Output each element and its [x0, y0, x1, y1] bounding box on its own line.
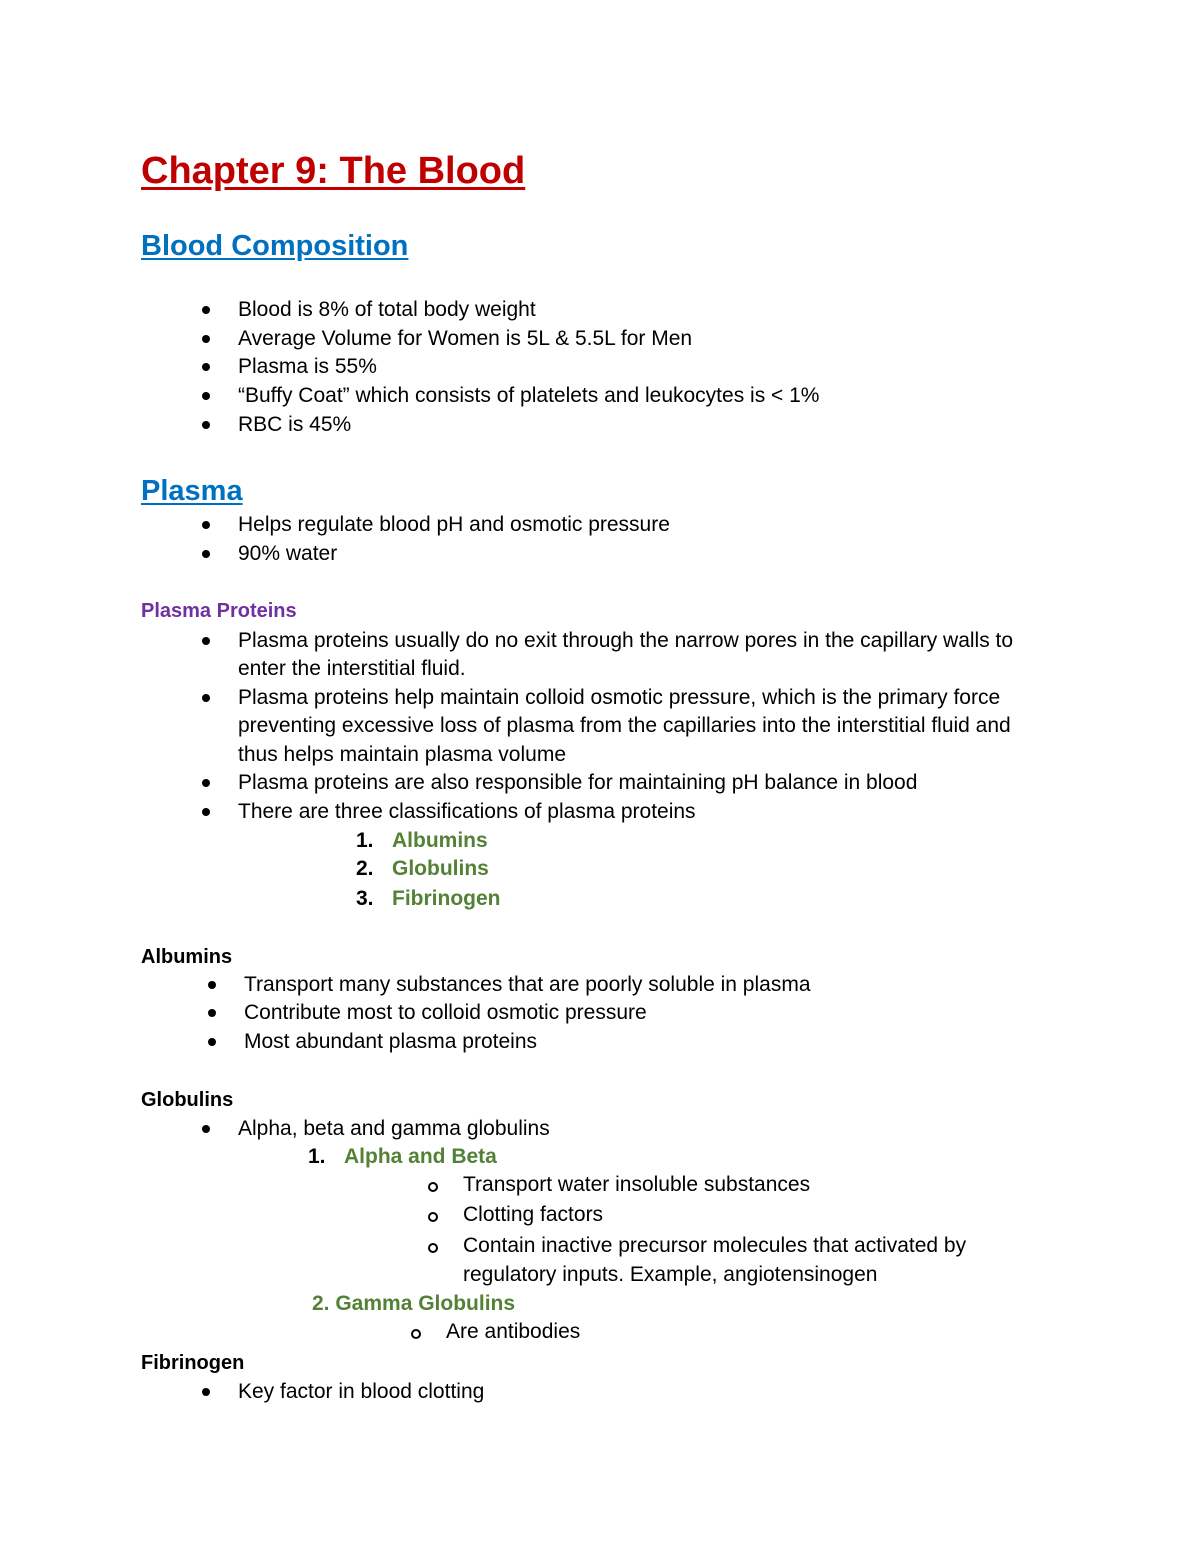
bullet-icon	[208, 1038, 216, 1046]
list-number: 1.	[356, 829, 374, 852]
bullet-icon	[202, 1125, 210, 1133]
list-item: 90% water	[238, 542, 338, 565]
list-item: There are three classifications of plasma proteins	[238, 800, 696, 823]
section-heading-plasma: Plasma	[141, 475, 243, 507]
list-item: Average Volume for Women is 5L & 5.5L for Men	[238, 327, 693, 350]
page-title: Chapter 9: The Blood	[141, 150, 526, 192]
bullet-icon	[202, 392, 210, 400]
hollow-bullet-icon	[428, 1243, 438, 1253]
list-item: Alpha, beta and gamma globulins	[238, 1117, 550, 1140]
list-item: Plasma proteins help maintain colloid osmotic pressure, which is the primary force	[238, 686, 1001, 709]
bullet-icon	[208, 981, 216, 989]
list-item: Blood is 8% of total body weight	[238, 298, 536, 321]
section-heading-plasma-proteins: Plasma Proteins	[141, 600, 297, 622]
protein-class-albumins: Albumins	[392, 829, 488, 852]
section-heading-albumins: Albumins	[141, 946, 233, 968]
list-item: Key factor in blood clotting	[238, 1380, 485, 1403]
hollow-bullet-icon	[428, 1182, 438, 1192]
protein-class-globulins: Globulins	[392, 857, 489, 880]
protein-class-fibrinogen: Fibrinogen	[392, 887, 501, 910]
list-item: Clotting factors	[463, 1203, 604, 1226]
bullet-icon	[202, 363, 210, 371]
list-item: Transport water insoluble substances	[463, 1173, 811, 1196]
list-number: 3.	[356, 887, 374, 910]
section-heading-globulins: Globulins	[141, 1089, 234, 1111]
bullet-icon	[202, 306, 210, 314]
list-item: Plasma proteins usually do no exit through the narrow pores in the capillary walls to	[238, 629, 1014, 652]
bullet-icon	[202, 421, 210, 429]
list-item-continuation: preventing excessive loss of plasma from the capillaries into the interstitial fluid and	[238, 714, 1011, 737]
list-item: Plasma proteins are also responsible for maintaining pH balance in blood	[238, 771, 918, 794]
bullet-icon	[202, 637, 210, 645]
bullet-icon	[202, 694, 210, 702]
bullet-icon	[202, 1388, 210, 1396]
bullet-icon	[202, 808, 210, 816]
list-item: Most abundant plasma proteins	[244, 1030, 538, 1053]
list-item-continuation: thus helps maintain plasma volume	[238, 743, 567, 766]
list-number: 1.	[308, 1145, 326, 1168]
list-item-continuation: enter the interstitial fluid.	[238, 657, 466, 680]
list-item: Are antibodies	[446, 1320, 581, 1343]
hollow-bullet-icon	[411, 1329, 421, 1339]
list-item: Helps regulate blood pH and osmotic pressure	[238, 513, 670, 536]
globulin-type-gamma: 2. Gamma Globulins	[312, 1292, 516, 1315]
list-item: RBC is 45%	[238, 413, 352, 436]
list-item: Plasma is 55%	[238, 355, 377, 378]
globulin-type-alpha-beta: Alpha and Beta	[344, 1145, 497, 1168]
bullet-icon	[202, 521, 210, 529]
bullet-icon	[208, 1009, 216, 1017]
list-item: Contribute most to colloid osmotic pressure	[244, 1001, 647, 1024]
section-heading-fibrinogen: Fibrinogen	[141, 1352, 245, 1374]
list-item: Contain inactive precursor molecules that activated by	[463, 1234, 967, 1257]
list-item: “Buffy Coat” which consists of platelets and leukocytes is < 1%	[238, 384, 820, 407]
list-item: Transport many substances that are poorly soluble in plasma	[244, 973, 811, 996]
list-item-continuation: regulatory inputs. Example, angiotensinogen	[463, 1263, 878, 1286]
list-number: 2.	[356, 857, 374, 880]
bullet-icon	[202, 335, 210, 343]
hollow-bullet-icon	[428, 1212, 438, 1222]
section-heading-blood-composition: Blood Composition	[141, 230, 409, 262]
bullet-icon	[202, 550, 210, 558]
bullet-icon	[202, 779, 210, 787]
